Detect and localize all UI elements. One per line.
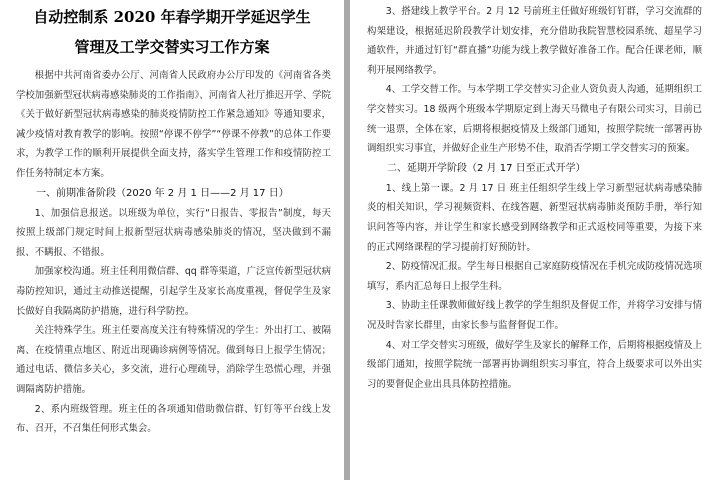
document-title-line1: 自动控制系 2020 年春学期开学延迟学生 — [33, 8, 311, 26]
right-body — [350, 0, 718, 394]
home-school-paragraph: 加强家校沟通。班主任利用微信群、qq 群等渠道，广泛宣传新型冠状病毒防控知识，通过主动推送提醒，引起学生及家长高度重视，督促学生及家长做好自我隔离防护措施，进行科学防控。 — [16, 266, 331, 317]
item3-paragraph: 3、搭建线上教学平台。2 月 12 号前班主任做好班级钉钉群，学习交流群的构架建设，根据延迟阶段教学计划安排，充分借助我院智慧校园系统、超星学习通软件，并通过钉钉“群直播”功能为线上教学做好准备工作。配合任课老师，顺利开展网络教学。 — [367, 6, 702, 76]
r-item1-paragraph: 1、线上第一课。2 月 17 日 班主任组织学生线上学习新型冠状病毒感染肺炎的相关知识，学习视频资料、在线答题、新型冠状病毒肺炎预防手册，举行知识问答等内容，并让学生和家长感受到网络教学和正式返校同等重要，为接下来的正式网络课程的学习提前打好预防针。 — [367, 182, 702, 253]
item1-paragraph: 1、加强信息报送。以班级为单位，实行“日报告、零报告”制度，每天按照上级部门规定时间上报新型冠状病毒感染肺炎的情况，坚决做到不漏报、不瞒报、不错报。 — [16, 207, 331, 258]
document-page-left[interactable] — [0, 0, 344, 480]
document-title-line2: 管理及工学交替实习工作方案 — [74, 38, 270, 56]
section1-heading: 一、前期准备阶段（2020 年 2 月 1 日——2 月 17 日） — [36, 187, 289, 199]
r-item3-paragraph: 3、协助主任课教师做好线上教学的学生组织及督促工作，并将学习安排与情况及时告家长群里，由家长参与监督督促工作。 — [367, 300, 702, 331]
r-item2-paragraph: 2、防疫情况汇报。学生每日根据自己家庭防疫情况在手机完成防疫情况选项填写，系内汇总每日上报学生科。 — [367, 261, 702, 292]
left-body — [0, 66, 344, 439]
document-page-right[interactable] — [350, 0, 718, 480]
special-students-paragraph: 关注特殊学生。班主任要高度关注有特殊情况的学生：外出打工、被隔离、在疫情重点地区、附近出现确诊病例等情况。做到每日上报学生情况；通过电话、微信多关心，多交流，进行心理疏导，消除学生恐慌心理，并强调隔离防护措施。 — [16, 325, 331, 395]
item2-paragraph: 2、系内班级管理。班主任的各项通知借助微信群、钉钉等平台线上发布、召开，不召集任何形式集会。 — [16, 403, 331, 435]
r-item4-paragraph: 4、对工学交替实习班级，做好学生及家长的解释工作，后期将根据疫情及上级部门通知，按照学院统一部署再协调组织实习事宜，符合上级要求可以外出实习的要督促企业出具具体防控措施。 — [367, 339, 702, 390]
intro-paragraph: 根据中共河南省委办公厅、河南省人民政府办公厅印发的《河南省各类学校加强新型冠状病毒感染肺炎的工作指南》、河南省人社厅推迟开学、学院《关于做好新型冠状病毒感染的肺炎疫情防控工作紧急通知》等通知要求，减少疫情对教育教学的影响。按照“停课不停学”“停课不停教”的总体工作要求，为教学工作的顺利开展提供全面支持，落实学生管理工作和疫情防控工作任务特制定本方案。 — [16, 70, 331, 179]
title-block — [0, 0, 344, 66]
section2-heading: 二、延期开学阶段（2 月 17 日至正式开学） — [387, 162, 586, 174]
item4-paragraph: 4、工学交替工作。与本学期工学交替实习企业人资负责人沟通，延期组织工学交替实习。18 级两个班级本学期原定到上海天马微电子有限公司实习，目前已统一退票，全体在家，后期将根据疫情及上级部门通知，按照学院统一部署再协调组织实习事宜，并做好企业生产形势不佳，取消否学期工学交替实习的预案。 — [367, 84, 702, 155]
